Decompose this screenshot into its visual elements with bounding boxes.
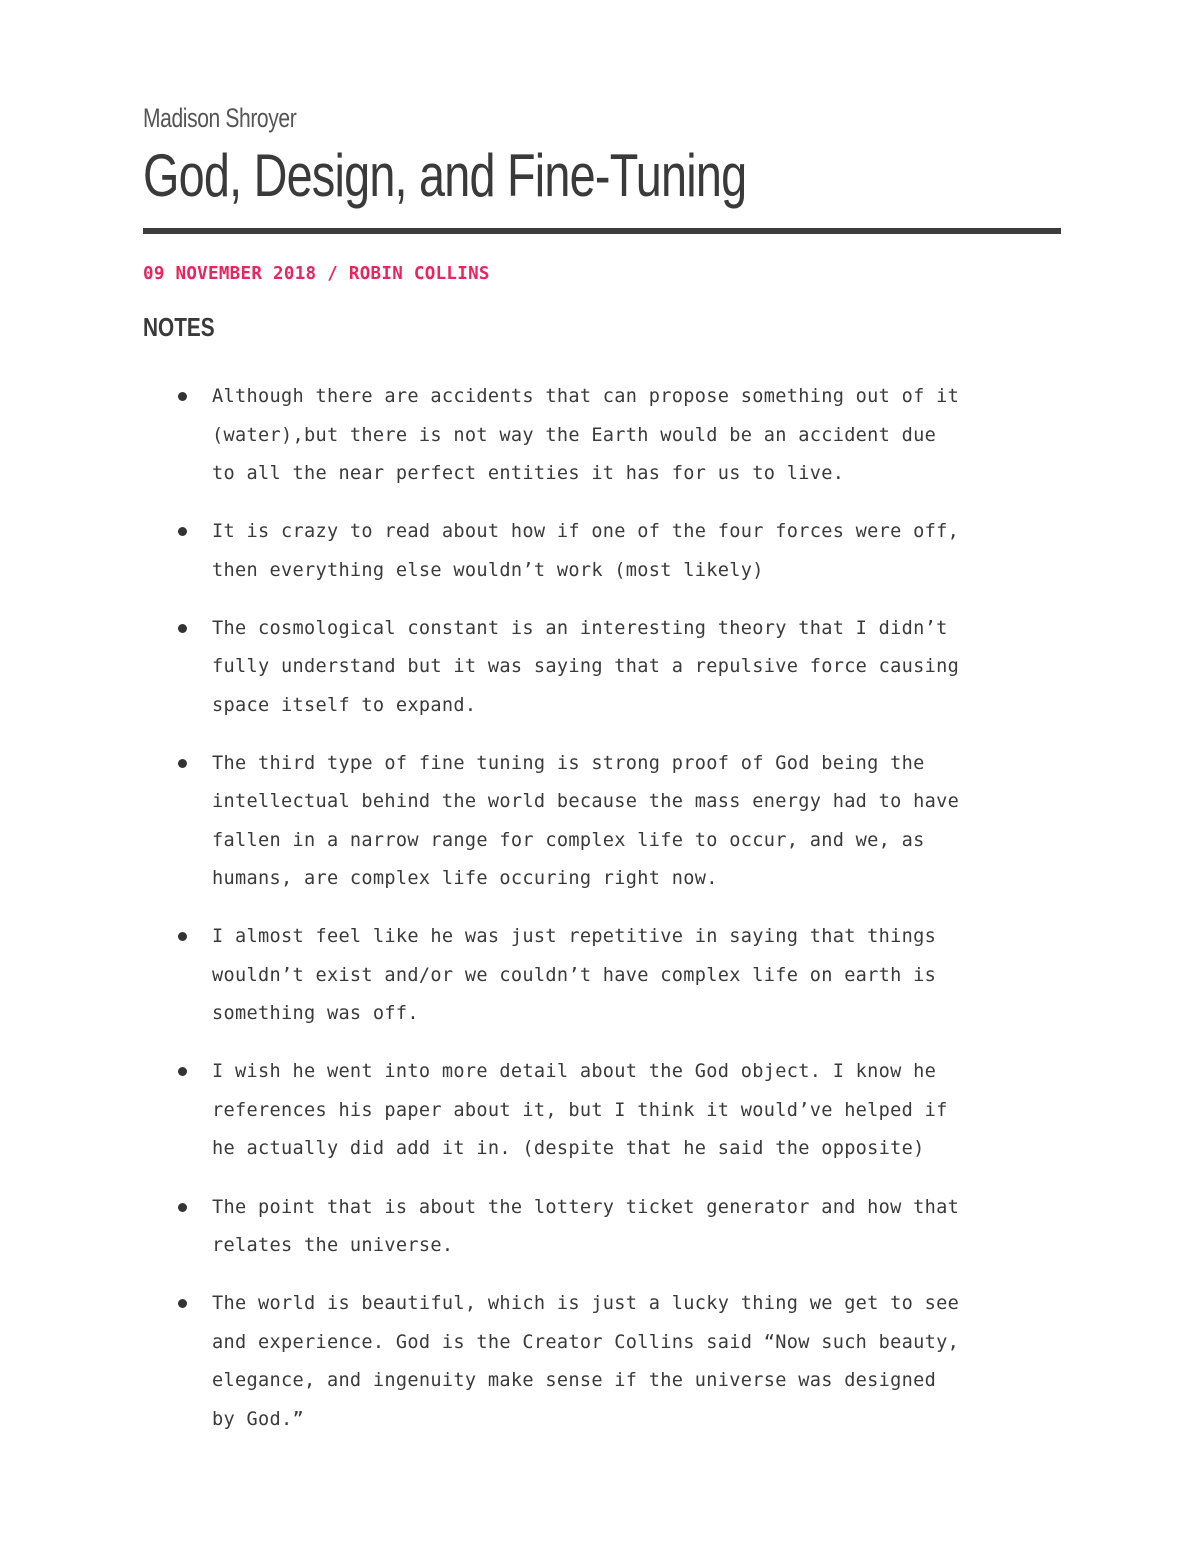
author-name: Madison Shroyer	[143, 103, 297, 133]
document-page	[143, 100, 1063, 1430]
note-text: Although there are accidents that can propose something out of it (water),but there is not way the Earth would be an accident due to all the near perfect entities it has for us to live.	[212, 386, 960, 484]
list-item	[143, 1285, 1063, 1439]
list-item	[143, 1053, 1063, 1169]
note-text: The third type of fine tuning is strong proof of God being the intellectual behind the world because the mass energy had to have fallen in a narrow range for complex life to occur, and we, as humans, are complex life occuring right now.	[212, 752, 960, 890]
list-item	[143, 513, 1063, 590]
note-text: The cosmological constant is an interesting theory that I didn’t fully understand but it was saying that a repulsive force causing space itself to expand.	[212, 617, 960, 716]
note-text: I wish he went into more detail about the God object. I know he references his paper about it, but I think it would’ve helped if he actually did add it in. (despite that he said the opposite)	[212, 1061, 948, 1160]
list-item	[143, 378, 1063, 494]
bullet-icon	[178, 624, 187, 633]
list-item	[143, 745, 1063, 899]
bullet-icon	[178, 392, 187, 401]
bullet-icon	[178, 932, 187, 941]
bullet-icon	[178, 527, 187, 536]
list-item	[143, 918, 1063, 1034]
bullet-icon	[178, 1067, 187, 1076]
notes-list	[143, 378, 1063, 1459]
notes-heading: NOTES	[143, 312, 215, 342]
note-text: The point that is about the lottery ticket generator and how that relates the universe.	[212, 1196, 960, 1257]
note-text: It is crazy to read about how if one of the four forces were off, then everything else wouldn’t work (most likely)	[212, 521, 960, 581]
title-divider	[143, 228, 1061, 234]
bullet-icon	[178, 1203, 187, 1212]
list-item	[143, 610, 1063, 726]
note-text: I almost feel like he was just repetitive in saying that things wouldn’t exist and/or we couldn’t have complex life on earth is something was off.	[212, 926, 937, 1025]
date-and-source: 09 NOVEMBER 2018 / ROBIN COLLINS	[143, 264, 490, 284]
bullet-icon	[178, 1299, 187, 1308]
bullet-icon	[178, 759, 187, 768]
document-title: God, Design, and Fine-Tuning	[143, 142, 747, 209]
note-text: The world is beautiful, which is just a lucky thing we get to see and experience. God is the Creator Collins said “Now such beauty, elegance, and ingenuity make sense if the universe was designed by God.”	[212, 1293, 960, 1430]
list-item	[143, 1189, 1063, 1266]
